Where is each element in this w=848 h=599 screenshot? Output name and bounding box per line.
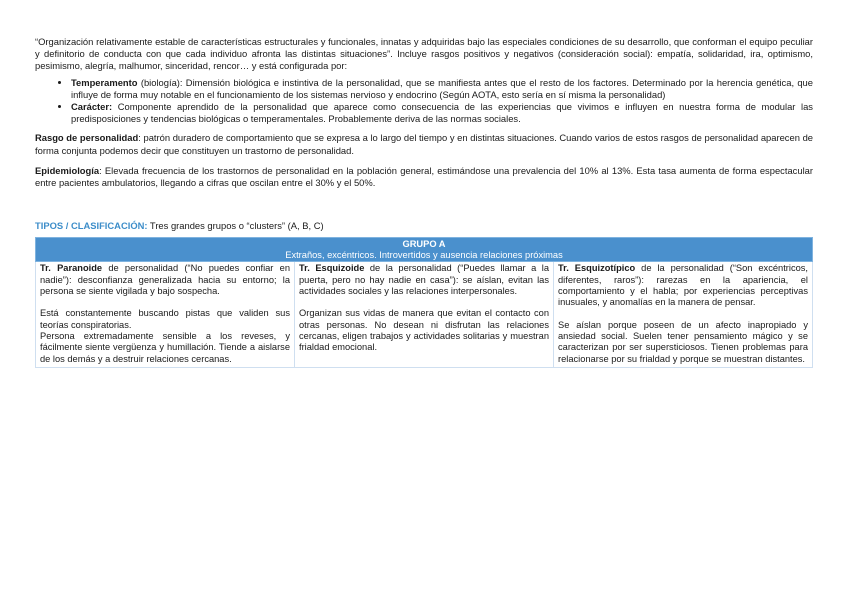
term-rasgo: Rasgo de personalidad (35, 132, 139, 144)
document-page (35, 36, 813, 368)
paranoide-cell (36, 262, 295, 367)
grupo-a-table (35, 237, 813, 367)
term-caracter: Carácter: (71, 101, 113, 113)
esquizoide-p2: Organizan sus vidas de manera que evitan el contacto con otras personas. No desean ni disfrutan las relaciones cercanas, eligen trabajos y actividades solitarias y muestran frialdad emocional. (299, 308, 549, 353)
epidemiologia-paragraph (35, 165, 813, 189)
temperamento-text: (biología): Dimensión biológica e instintiva de la personalidad, que se manifiesta antes que el resto de los factores. Determinado por la herencia genética, que influye de forma muy notable en el funcionamiento de los sistemas nervioso y endocrino (Según AOTA, esto sería en sí misma la personalidad) (71, 76, 813, 100)
paranoide-p2: Está constantemente buscando pistas que validen sus teorías conspiratorias. (40, 308, 290, 330)
esquizotipico-p2: Se aíslan porque poseen de un afecto inapropiado y ansiedad social. Suelen tener pensamiento mágico y se caracterizan por ser supersticiosos. Tienen problemas para relacionarse por su frialdad y porque se muestran distantes. (558, 319, 808, 364)
grupo-a-header (36, 238, 813, 262)
esquizoide-desc: Tr. Esquizoide de la personalidad (“Puedes llamar a la puerta, pero no hay nadie en casa”): se aíslan, evitan las actividades sociales y las relaciones interpersonales. (299, 263, 549, 297)
esquizotipico-desc: Tr. Esquizotípico de la personalidad (“Son excéntricos, diferentes, raros”): rarezas en la apariencia, el comportamiento y el habla; por experiencias perceptivas inusuales, y anomalías en la manera de pensar. (558, 263, 808, 308)
rasgo-text: : patrón duradero de comportamiento que se expresa a lo largo del tiempo y en distintas situaciones. Cuando varios de estos rasgos de personalidad aparecen de forma conjunta podemos decir que constituyen un trastorno de personalidad. (35, 132, 813, 156)
rasgo-paragraph (35, 132, 813, 156)
paranoide-desc: Tr. Paranoide de personalidad (“No puedes confiar en nadie”): desconfianza generalizada hacia su entorno; la persona se siente vigilada y bajo sospecha. (40, 263, 290, 297)
esquizoide-cell (295, 262, 554, 367)
grupo-a-title: GRUPO A (402, 239, 446, 250)
tipos-heading (35, 220, 813, 232)
term-epidemiologia: Epidemiología (35, 164, 100, 176)
intro-paragraph: “Organización relativamente estable de características estructurales y funcionales, innatas y adquiridas bajo las especiales condiciones de su desarrollo, que conforman el equipo peculiar y definitorio de conducta con que cada individuo afronta las distintas situaciones”. Incluye rasgos positivos y negativos (consideración social): empatía, solidaridad, ira, optimismo, pesimismo, alegría, malhumor, sinceridad, rencor… y está configurada por: (35, 36, 813, 72)
list-item-temperamento (71, 77, 813, 101)
list-item-caracter (71, 101, 813, 125)
esquizotipico-name: Tr. Esquizotípico (558, 263, 636, 274)
esquizotipico-cell (554, 262, 813, 367)
tipos-text: Tres grandes grupos o “clusters” (A, B, C) (147, 220, 324, 232)
grupo-a-subtitle: Extraños, excéntricos. Introvertidos y ausencia relaciones próximas (285, 250, 563, 261)
epidemiologia-text: : Elevada frecuencia de los trastornos de personalidad en la población general, estimándose una prevalencia del 10% al 13%. Esta tasa aumenta de forma espectacular entre pacientes ambulatorios, llegando a cifras que oscilan entre el 30% y el 50%. (35, 164, 813, 189)
term-temperamento: Temperamento (71, 76, 138, 88)
components-list (35, 77, 813, 126)
caracter-text: Componente aprendido de la personalidad que aparece como consecuencia de las experiencias que vivimos e influyen en nuestra forma de modular las predisposiciones y tendencias biológicas o temperamentales. Probablemente deriva de las normas sociales. (71, 101, 813, 125)
esquizoide-name: Tr. Esquizoide (299, 263, 365, 274)
paranoide-p3: Persona extremadamente sensible a los reveses, y fácilmente siente vergüenza y humillación. Tiende a aislarse de los demás y a destruir relaciones cercanas. (40, 330, 290, 364)
paranoide-name: Tr. Paranoide (40, 263, 103, 274)
tipos-label: TIPOS / CLASIFICACIÓN: (35, 220, 148, 232)
